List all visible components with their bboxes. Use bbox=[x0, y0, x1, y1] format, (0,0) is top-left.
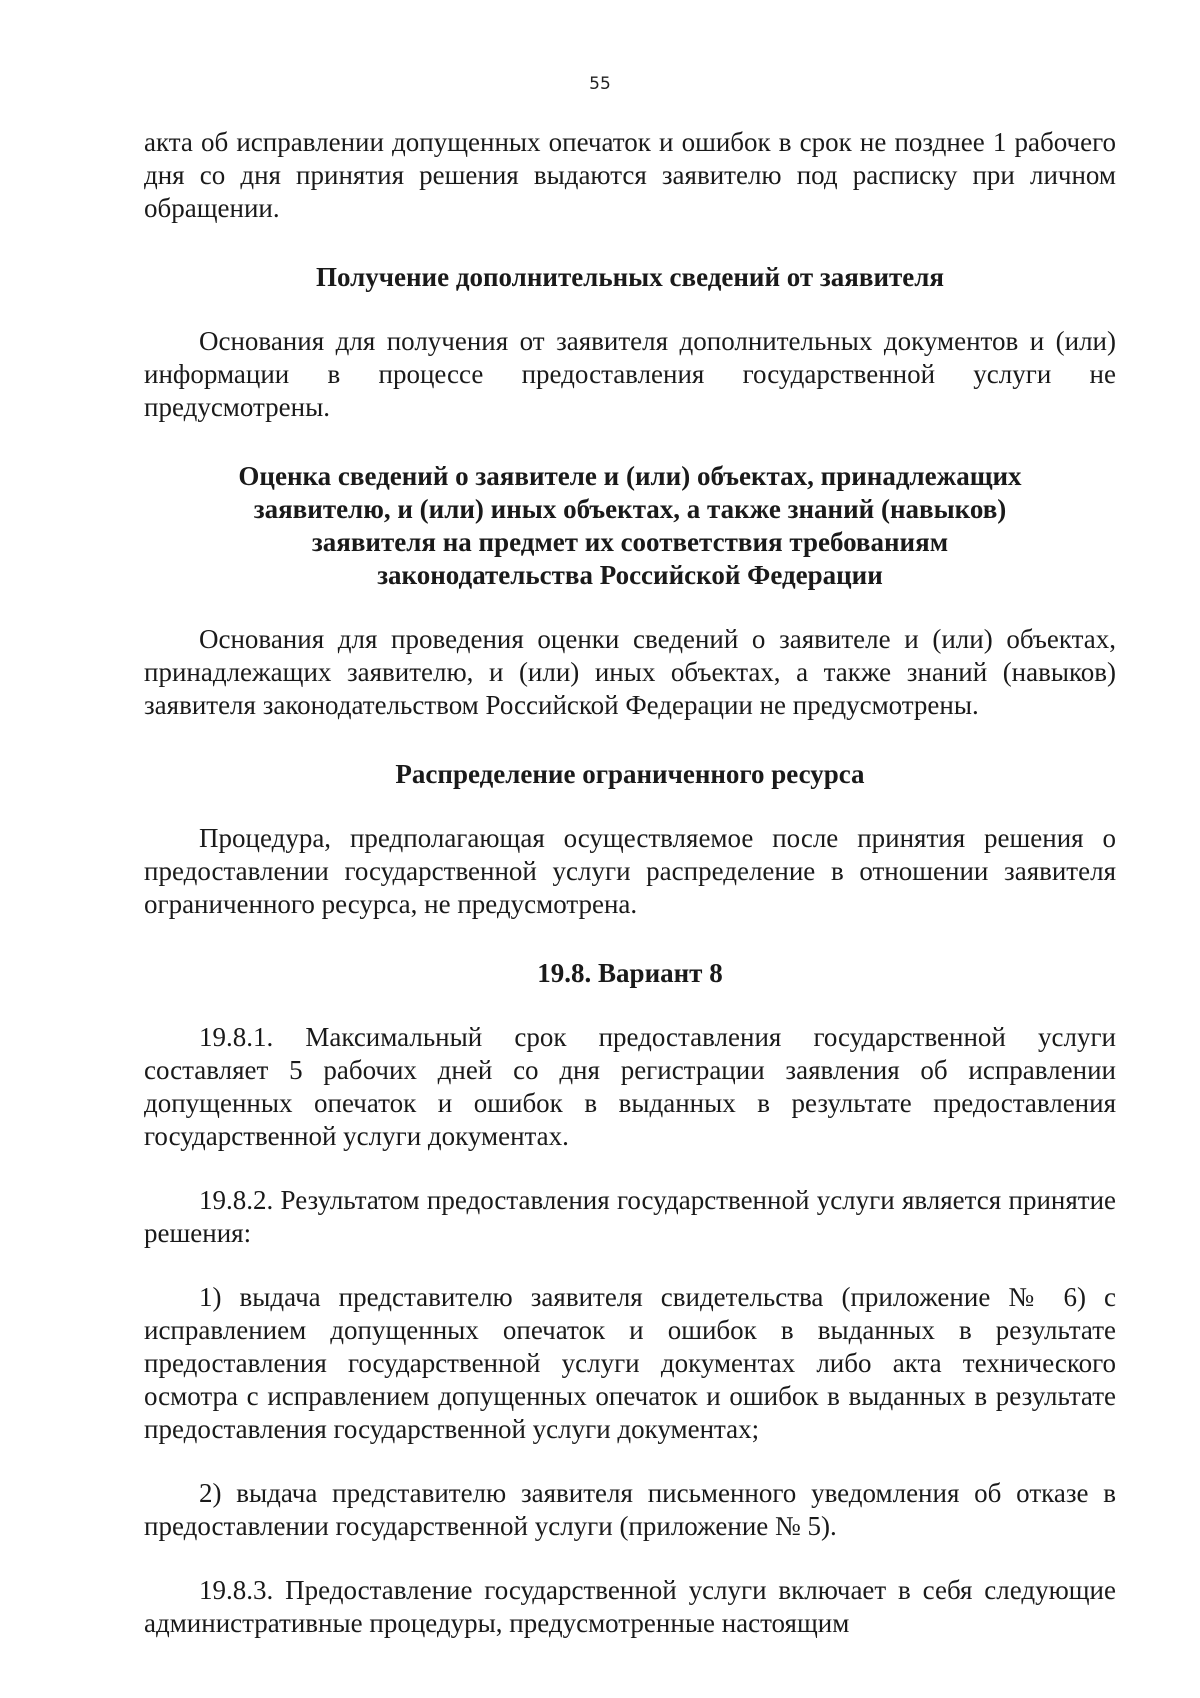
paragraph-19-8-3: 19.8.3. Предоставление государственной услуги включает в себя следующие административные процедуры, предусмотренные настоящим bbox=[144, 1575, 1116, 1638]
heading-evaluation bbox=[144, 460, 1116, 592]
paragraph-19-8-1: 19.8.1. Максимальный срок предоставления государственной услуги составляет 5 рабочих дней со дня регистрации заявления об исправлении допущенных опечаток и ошибок в выданных в результате предоставления государственной услуги документах. bbox=[144, 1022, 1116, 1151]
paragraph-intro: акта об исправлении допущенных опечаток и ошибок в срок не позднее 1 рабочего дня со дня принятия решения выдаются заявителю под расписку при личном обращении. bbox=[144, 127, 1116, 223]
heading-additional-info: Получение дополнительных сведений от заявителя bbox=[315, 262, 945, 292]
document-body bbox=[144, 126, 1116, 1640]
paragraph-additional-info: Основания для получения от заявителя дополнительных документов и (или) информации в процессе предоставления государственной услуги не предусмотрены. bbox=[144, 326, 1116, 422]
heading-evaluation-line: заявителя на предмет их соответствия требованиям bbox=[311, 527, 949, 557]
heading-evaluation-line: законодательства Российской Федерации bbox=[377, 560, 883, 590]
list-item-1: 1) выдача представителю заявителя свидетельства (приложение № 6) с исправлением допущенных опечаток и ошибок в выданных в результате предоставления государственной услуги документах либо акта технического осмотра с исправлением допущенных опечаток и ошибок в выданных в результате предоставления государственной услуги документах; bbox=[144, 1282, 1116, 1444]
heading-evaluation-line: Оценка сведений о заявителе и (или) объектах, принадлежащих bbox=[238, 461, 1022, 491]
list-item-2: 2) выдача представителю заявителя письменного уведомления об отказе в предоставлении государственной услуги (приложение № 5). bbox=[144, 1478, 1116, 1541]
paragraph-resource: Процедура, предполагающая осуществляемое после принятия решения о предоставлении государственной услуги распределение в отношении заявителя ограниченного ресурса, не предусмотрена. bbox=[144, 823, 1116, 919]
heading-variant-8: 19.8. Вариант 8 bbox=[537, 958, 723, 988]
heading-evaluation-line: заявителю, и (или) иных объектах, а также знаний (навыков) bbox=[253, 494, 1007, 524]
paragraph-19-8-2: 19.8.2. Результатом предоставления государственной услуги является принятие решения: bbox=[144, 1185, 1116, 1248]
page-number: 55 bbox=[589, 74, 611, 94]
paragraph-evaluation: Основания для проведения оценки сведений о заявителе и (или) объектах, принадлежащих заявителю, и (или) иных объектах, а также знаний (навыков) заявителя законодательством Российской Федерации не предусмотрены. bbox=[144, 624, 1116, 720]
heading-resource: Распределение ограниченного ресурса bbox=[395, 759, 865, 789]
